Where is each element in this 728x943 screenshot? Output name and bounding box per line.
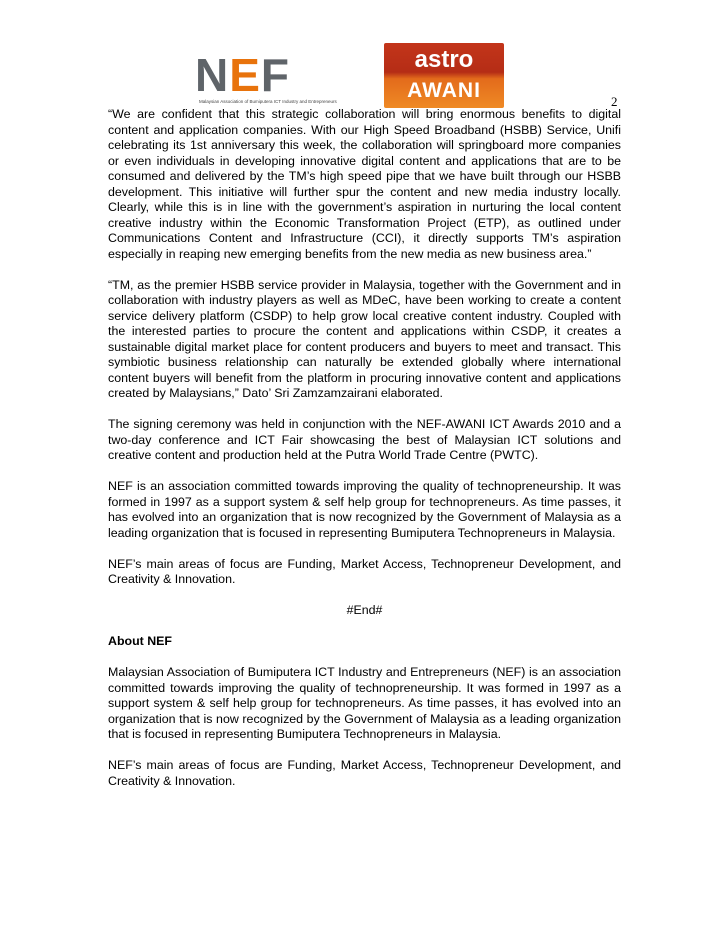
astro-logo-text: astro	[414, 46, 474, 73]
astro-awani-logo	[384, 43, 504, 108]
awani-logo-text: AWANI	[407, 79, 481, 102]
about-nef-heading: About NEF	[108, 634, 173, 648]
nef-logo-mark	[195, 49, 291, 101]
about-nef-paragraph-1: Malaysian Association of Bumiputera ICT Industry and Entrepreneurs (NEF) is an association committed towards improving the quality of technopreneurship. It was formed in 1997 as a support system & self help group for technopreneurs. As time passes, it has evolved into an organization that is now recognized by the Government of Malaysia as a leading organization that is focused in representing Bumiputera Technopreneurs in Malaysia.	[108, 665, 621, 741]
nef-logo-tagline: Malaysian Association of Bumiputera ICT Industry and Entrepreneurs	[199, 99, 337, 104]
about-nef-paragraph-2: NEF’s main areas of focus are Funding, Market Access, Technopreneur Development, and Creativity & Innovation.	[108, 758, 621, 788]
quote-paragraph-2: “TM, as the premier HSBB service provider in Malaysia, together with the Government and in collaboration with industry players as well as MDeC, have been working to create a content service delivery platform (CSDP) to help grow local creative content industry. Coupled with the interested parties to procure the content and applications within CSDP, it creates a sustainable digital market place for content producers and buyers to meet and transact. This symbiotic business relationship can naturally be extended globally where international content buyers will benefit from the platform in procuring innovative content and applications created by Malaysians,” Dato’ Sri Zamzamzairani elaborated.	[108, 277, 621, 400]
nef-description-paragraph: NEF is an association committed towards improving the quality of technopreneurship. It was formed in 1997 as a support system & self help group for technopreneurs. As time passes, it has evolved into an organization that is now recognized by the Government of Malaysia as a leading organization that is focused in representing Bumiputera Technopreneurs in Malaysia.	[108, 479, 621, 540]
page-number: 2	[611, 94, 618, 109]
quote-paragraph-1: “We are confident that this strategic collaboration will bring enormous benefits to digital content and application companies. With our High Speed Broadband (HSBB) Service, Unifi celebrating its 1st anniversary this week, the collaboration will springboard more companies or even individuals in developing innovative digital content and applications that are to be consumed and delivered by the TM’s high speed pipe that we have built through our HSBB development. This initiative will further spur the content and new media industry locally. Clearly, while this is in line with the government’s aspiration in nurturing the local content creative industry within the Economic Transformation Project (ETP), as outlined under Communications Content and Infrastructure (CCI), it directly supports TM’s aspiration especially in reaping new emerging benefits from the new media as new business area.”	[108, 107, 621, 261]
document-body	[108, 107, 621, 805]
nef-logo-letter-f: F	[260, 49, 291, 101]
nef-logo	[195, 48, 337, 108]
ceremony-paragraph: The signing ceremony was held in conjunction with the NEF-AWANI ICT Awards 2010 and a two-day conference and ICT Fair showcasing the best of Malaysian ICT solutions and creative content and production held at the Putra World Trade Centre (PWTC).	[108, 417, 621, 462]
end-marker: #End#	[346, 603, 383, 617]
nef-focus-paragraph: NEF’s main areas of focus are Funding, Market Access, Technopreneur Development, and Creativity & Innovation.	[108, 556, 621, 586]
nef-logo-letter-n: N	[195, 49, 230, 101]
nef-logo-letter-e: E	[229, 49, 261, 101]
